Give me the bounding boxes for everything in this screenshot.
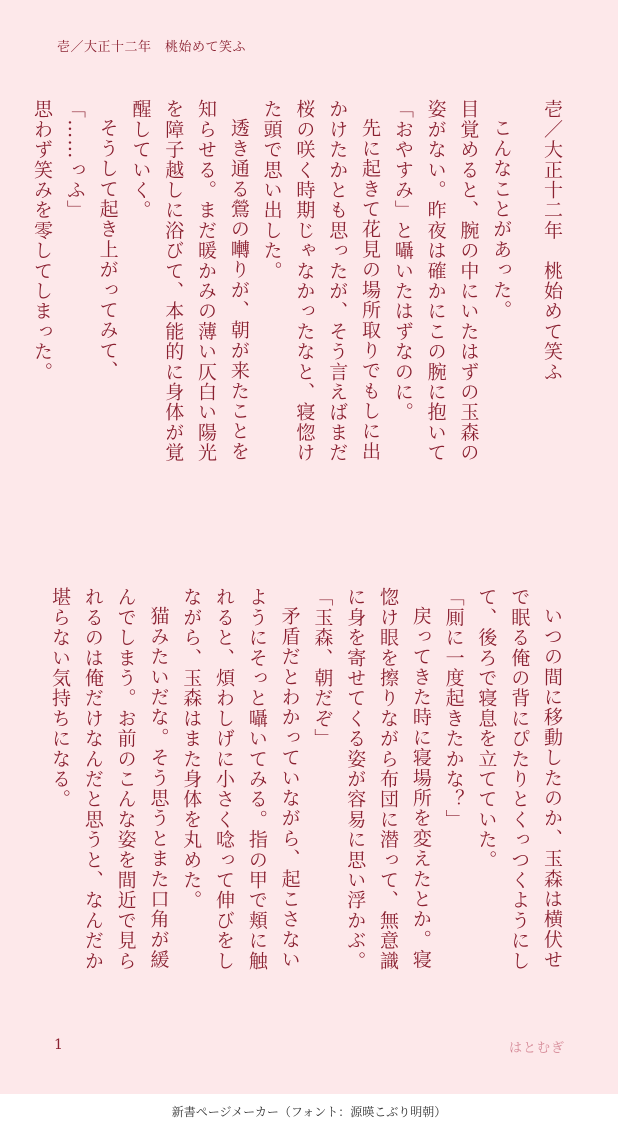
generator-caption: 新書ページメーカー（フォント：源暎こぶり明朝） bbox=[171, 1105, 447, 1119]
paragraph: 思わず笑みを零してしまった。 bbox=[31, 99, 54, 382]
text-block-upper bbox=[31, 99, 568, 479]
dialogue-line: 「玉森、朝だぞ」 bbox=[311, 587, 334, 749]
paragraph: 透き通る鶯の囀りが、朝が来たことを知らせる。まだ暖かみの薄い仄白い陽光を障子越しに浴びて、本能的に身体が覚醒していく。 bbox=[129, 99, 250, 463]
paragraph: 先に起きて花見の場所取りでもしに出かけたかとも思ったが、そう言えばまだ桜の咲く時期じゃなかったなと、寝惚けた頭で思い出した。 bbox=[260, 99, 382, 463]
page-number: 1 bbox=[54, 1037, 63, 1053]
paragraph: 戻ってきた時に寝場所を変えたとか。寝惚け眼を擦りながら布団に潜って、無意識に身を寄せてくる姿が容易に思い浮かぶ。 bbox=[344, 587, 432, 971]
paragraph: いつの間に移動したのか、玉森は横伏せで眠る俺の背にぴたりとくっつくようにして、後ろで寝息を立てていた。 bbox=[475, 587, 563, 971]
text-block-lower bbox=[48, 587, 568, 977]
paragraph: 目覚めると、腕の中にいたはずの玉森の姿がない。昨夜は確かにこの腕に抱いて「おやすみ」と囁いたはずなのに。 bbox=[391, 99, 480, 463]
author-name: はとむぎ bbox=[508, 1041, 565, 1056]
paragraph: 猫みたいだな。そう思うとまた口角が緩んでしまう。お前のこんな姿を間近で見られるのは俺だけなんだと思うと、なんだか堪らない気持ちになる。 bbox=[49, 587, 170, 971]
dialogue-line: 「……っふ」 bbox=[63, 99, 86, 221]
paragraph: 矛盾だとわかっていながら、起こさないようにそっと囁いてみる。指の甲で頬に触れると、煩わしげに小さく唸って伸びをしながら、玉森はまた身体を丸めた。 bbox=[180, 587, 301, 971]
paragraph: そうして起き上がってみて、 bbox=[96, 118, 119, 381]
running-header: 壱／大正十二年 桃始めて笑ふ bbox=[57, 40, 247, 55]
paragraph: こんなことがあった。 bbox=[490, 118, 513, 320]
dialogue-line: 「厠に一度起きたかな？」 bbox=[442, 587, 465, 830]
chapter-title: 壱／大正十二年 桃始めて笑ふ bbox=[541, 99, 563, 382]
